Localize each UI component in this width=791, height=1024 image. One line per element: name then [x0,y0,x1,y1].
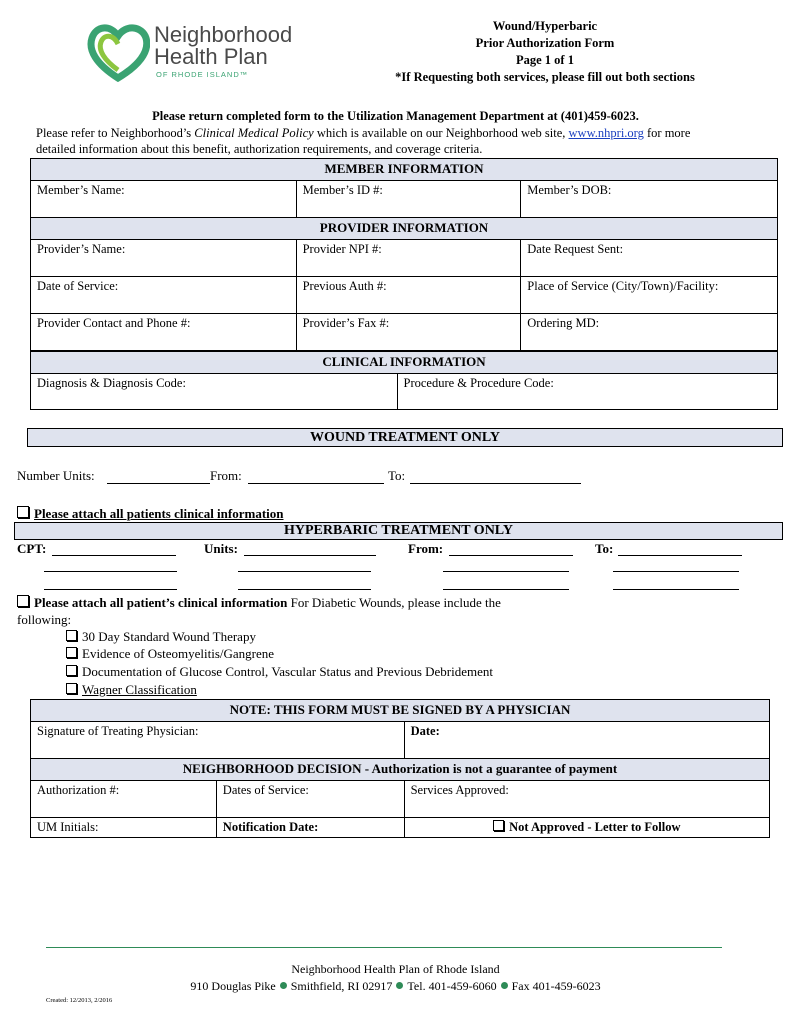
provider-name-field[interactable]: Provider’s Name: [31,240,297,277]
footer-rule [46,947,722,948]
page-number: Page 1 of 1 [516,53,574,67]
clinical-info-heading: CLINICAL INFORMATION [31,352,778,374]
policy-text-c: which is available on our Neighborhood web site, [313,126,569,140]
not-approved-option[interactable] [404,818,769,838]
created-date: Created: 12/2013, 2/2016 [46,997,113,1004]
member-dob-field[interactable]: Member’s DOB: [521,181,778,218]
logo-mark-icon [86,20,150,82]
hyper-units-input-2[interactable] [238,571,371,572]
criteria-item-4[interactable] [66,682,197,698]
member-info-heading: MEMBER INFORMATION [31,159,778,181]
procedure-field[interactable]: Procedure & Procedure Code: [397,374,778,410]
hyper-from-label: From: [408,541,444,556]
hyper-to-label: To: [595,541,614,556]
cpt-input[interactable] [52,555,176,556]
criteria-label-1: 30 Day Standard Wound Therapy [82,629,256,644]
bullet-icon [280,982,287,989]
hyper-to-input-2[interactable] [613,571,739,572]
policy-text-d: for more [643,126,691,140]
hyper-units-label: Units: [204,541,238,556]
number-units-label: Number Units: [17,468,95,483]
dates-of-service-field[interactable]: Dates of Service: [216,781,404,818]
return-instructions: Please return completed form to the Utilization Management Department at (401)459-6023. [152,109,639,123]
notification-date-field[interactable]: Notification Date: [216,818,404,838]
hyperbaric-heading: HYPERBARIC TREATMENT ONLY [14,522,783,540]
criteria-checkbox-2[interactable] [66,647,77,658]
signature-decision-table [30,699,770,838]
date-of-service-field[interactable]: Date of Service: [31,277,297,314]
criteria-item-3[interactable] [66,664,493,680]
following-label: following: [17,612,72,627]
cpt-label: CPT: [17,541,47,556]
clinical-table [30,351,778,410]
hyper-units-input[interactable] [244,555,376,556]
not-approved-checkbox[interactable] [493,820,504,831]
cpt-input-2[interactable] [44,571,177,572]
criteria-checkbox-4[interactable] [66,683,77,694]
ordering-md-field[interactable]: Ordering MD: [521,314,778,351]
wound-from-input[interactable] [248,483,384,484]
authorization-number-field[interactable]: Authorization #: [31,781,217,818]
logo-name-line1: Neighborhood [154,22,293,47]
signature-heading: NOTE: THIS FORM MUST BE SIGNED BY A PHYSICIAN [31,700,770,722]
header-note: *If Requesting both services, please fill out both sections [395,70,695,84]
hyper-from-input-2[interactable] [443,571,569,572]
wound-attach-checkbox[interactable] [17,506,29,518]
criteria-checkbox-3[interactable] [66,665,77,676]
member-provider-table [30,158,778,351]
member-id-field[interactable]: Member’s ID #: [296,181,521,218]
footer-address [0,979,791,994]
criteria-label-2: Evidence of Osteomyelitis/Gangrene [82,646,275,661]
provider-contact-field[interactable]: Provider Contact and Phone #: [31,314,297,351]
hyper-attach-checkbox[interactable] [17,595,29,607]
services-approved-field[interactable]: Services Approved: [404,781,769,818]
footer-org: Neighborhood Health Plan of Rhode Island [291,962,500,976]
um-initials-field[interactable]: UM Initials: [31,818,217,838]
hyper-attach-rest: For Diabetic Wounds, please include the [287,595,501,610]
criteria-checkbox-1[interactable] [66,630,77,641]
wound-to-label: To: [388,468,406,483]
hyper-to-input-3[interactable] [613,589,739,590]
logo [86,20,306,82]
footer-city: Smithfield, RI 02917 [290,979,393,993]
wound-attach-label: Please attach all patients clinical information [34,506,284,521]
footer-tel: Tel. 401-459-6060 [407,979,497,993]
number-units-input[interactable] [107,483,210,484]
policy-text-a: Please refer to Neighborhood’s [36,126,195,140]
criteria-label-4: Wagner Classification [82,682,197,697]
not-approved-label: Not Approved - Letter to Follow [509,820,681,834]
criteria-item-2[interactable] [66,646,274,662]
wound-heading: WOUND TREATMENT ONLY [27,428,783,447]
policy-text-line3: detailed information about this benefit, authorization requirements, and coverage criteria. [36,142,483,156]
form-title: Wound/Hyperbaric [492,19,598,33]
criteria-label-3: Documentation of Glucose Control, Vascular Status and Previous Debridement [82,664,493,679]
hyper-to-input[interactable] [618,555,742,556]
wound-to-input[interactable] [410,483,581,484]
logo-name-line3: OF RHODE ISLAND™ [156,70,249,79]
previous-auth-field[interactable]: Previous Auth #: [296,277,521,314]
physician-signature-field[interactable]: Signature of Treating Physician: [31,722,405,759]
cpt-input-3[interactable] [44,589,177,590]
hyper-from-input-3[interactable] [443,589,569,590]
signature-date-field[interactable]: Date: [404,722,769,759]
provider-info-heading: PROVIDER INFORMATION [31,218,778,240]
hyper-units-input-3[interactable] [238,589,371,590]
member-name-field[interactable]: Member’s Name: [31,181,297,218]
form-name: Prior Authorization Form [475,36,615,50]
decision-heading: NEIGHBORHOOD DECISION - Authorization is not a guarantee of payment [31,759,770,781]
wound-from-label: From: [210,468,242,483]
provider-npi-field[interactable]: Provider NPI #: [296,240,521,277]
hyper-attach-row[interactable] [17,595,501,611]
hyper-from-input[interactable] [449,555,573,556]
date-request-sent-field[interactable]: Date Request Sent: [521,240,778,277]
footer-fax: Fax 401-459-6023 [511,979,601,993]
criteria-item-1[interactable] [66,629,256,645]
bullet-icon [501,982,508,989]
website-link[interactable]: www.nhpri.org [568,126,644,140]
footer-street: 910 Douglas Pike [190,979,276,993]
diagnosis-field[interactable]: Diagnosis & Diagnosis Code: [31,374,398,410]
provider-fax-field[interactable]: Provider’s Fax #: [296,314,521,351]
form-header [370,18,720,86]
hyper-attach-label: Please attach all patient’s clinical information [34,595,288,610]
place-of-service-field[interactable]: Place of Service (City/Town)/Facility: [521,277,778,314]
policy-name: Clinical Medical Policy [194,126,314,140]
logo-name-line2: Health Plan [154,44,268,69]
policy-reference [36,125,786,157]
bullet-icon [396,982,403,989]
wound-attach-row[interactable] [17,506,284,522]
